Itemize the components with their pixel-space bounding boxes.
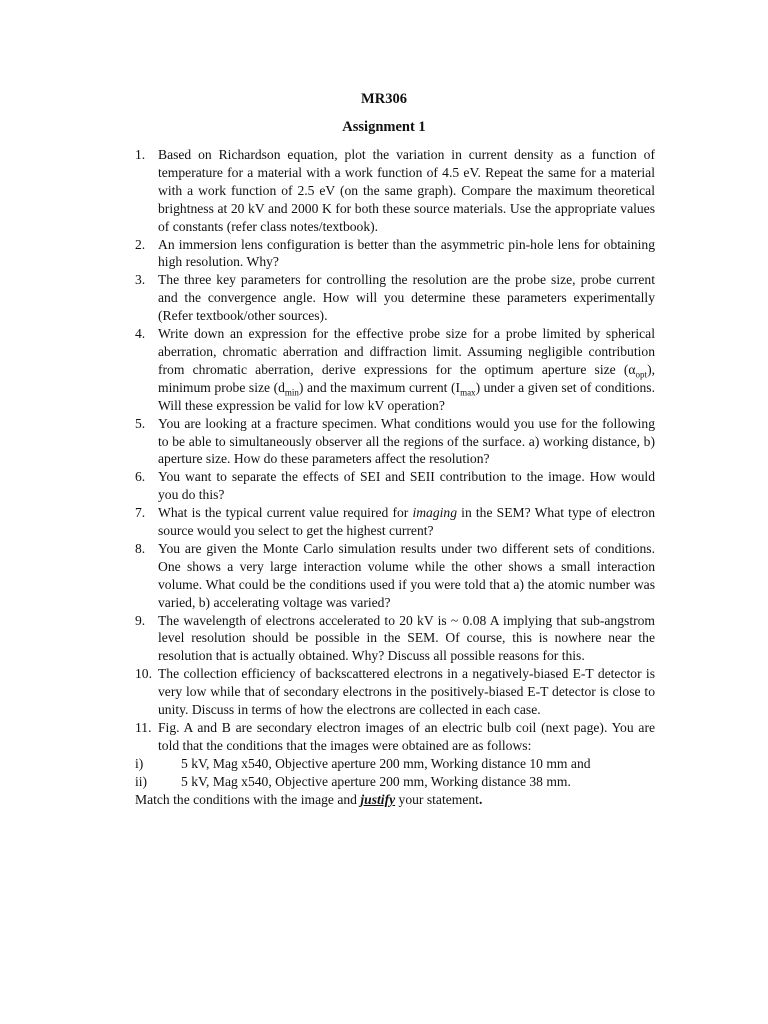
question-text: Fig. A and B are secondary electron images of an electric bulb coil (next page). You are told that the conditions that the images were obtained are as follows: — [158, 720, 655, 753]
question-number: 8. — [135, 540, 146, 556]
question-text — [158, 505, 655, 538]
condition-i — [135, 755, 655, 773]
closing-text: Match the conditions with the image and — [135, 791, 361, 807]
alpha-symbol: α — [628, 361, 636, 377]
question-6 — [135, 468, 655, 504]
d-subscript: min — [284, 387, 299, 398]
question-text-part: Write down an expression for the effective probe size for a probe limited by spherical aberration, chromatic aberration and diffraction limit. Assuming negligible contribution from chromatic aberration, derive expressions for the optimum aperture size ( — [158, 326, 655, 377]
question-text: You are given the Monte Carlo simulation results under two different sets of conditions. One shows a very large interaction volume while the other shows a small interaction volume. What could be the conditions used if you were told that a) the atomic number was varied, b) accelerating voltage was varied? — [158, 540, 655, 610]
justify-emphasis: justify — [360, 791, 396, 807]
question-text: An immersion lens configuration is better than the asymmetric pin-hole lens for obtaining high resolution. Why? — [158, 236, 655, 270]
closing-period: . — [478, 791, 483, 807]
question-text: The collection efficiency of backscattered electrons in a negatively-biased E-T detector is very low while that of secondary electrons in the positively-biased E-T detector is close to unity. Discuss in terms of how the electrons are collected in each case. — [158, 666, 655, 718]
italic-term: imaging — [412, 505, 458, 521]
question-text: You want to separate the effects of SEI and SEII contribution to the image. How would you do this? — [158, 469, 655, 503]
question-number: 11. — [135, 720, 152, 735]
question-text: The three key parameters for controlling the resolution are the probe size, probe current and the convergence angle. How will you determine these parameters experimentally (Refer textbook/other sources). — [158, 272, 655, 324]
condition-number: i) — [135, 755, 144, 771]
question-text-part: ), minimum probe size (d — [158, 361, 655, 395]
question-text: The wavelength of electrons accelerated to 20 kV is ~ 0.08 A implying that sub-angstrom level resolution should be possible in the SEM. Of course, this is nowhere near the resolution that is actually obtained. Why? Discuss all possible reasons for this. — [158, 612, 655, 664]
condition-number: ii) — [135, 773, 148, 789]
question-text: You are looking at a fracture specimen. What conditions would you use for the following to be able to simultaneously observer all the regions of the surface. a) working distance, b) aperture size. How do these parameters affect the resolution? — [158, 415, 655, 467]
question-text-part: ) under a given set of conditions. Will these expression be valid for low kV operation? — [158, 379, 655, 413]
course-code: MR306 — [361, 91, 407, 107]
question-number: 2. — [135, 236, 146, 252]
question-11 — [135, 719, 655, 755]
question-2 — [135, 236, 655, 272]
question-list — [135, 146, 655, 809]
alpha-subscript: opt — [635, 369, 648, 380]
question-number: 7. — [135, 505, 146, 521]
question-number: 6. — [135, 469, 146, 485]
condition-ii — [135, 773, 655, 791]
page-title: Assignment 1 — [342, 119, 426, 135]
question-8 — [135, 540, 655, 612]
question-text-part: What is the typical current value required for — [158, 505, 413, 521]
condition-text: 5 kV, Mag x540, Objective aperture 200 mm, Working distance 10 mm and — [181, 755, 591, 771]
question-number: 4. — [135, 326, 146, 342]
question-number: 9. — [135, 612, 146, 628]
question-number: 1. — [135, 147, 146, 162]
question-5 — [135, 415, 655, 469]
condition-text: 5 kV, Mag x540, Objective aperture 200 mm, Working distance 38 mm. — [181, 773, 571, 789]
question-text: Based on Richardson equation, plot the variation in current density as a function of temperature for a material with a work function of 4.5 eV. Repeat the same for a material with a work function of 2.5 eV (on the same graph). Compare the maximum theoretical brightness at 20 kV and 2000 K for both these source materials. Use the appropriate values of constants (refer class notes/textbook). — [158, 147, 655, 234]
question-10 — [135, 665, 655, 719]
question-7 — [135, 504, 655, 540]
question-3 — [135, 271, 655, 325]
question-4 — [135, 325, 655, 415]
question-text — [158, 326, 655, 413]
question-text-part: ) and the maximum current (I — [298, 379, 461, 395]
i-subscript: max — [460, 387, 476, 398]
question-9 — [135, 612, 655, 666]
question-1 — [135, 146, 655, 236]
closing-instruction — [135, 791, 655, 809]
question-text-part: in the SEM? What type of electron source would you select to get the highest current? — [158, 505, 655, 539]
question-number: 3. — [135, 272, 146, 288]
question-number: 10. — [135, 666, 152, 682]
question-number: 5. — [135, 415, 146, 431]
closing-text: your statement — [395, 791, 479, 807]
